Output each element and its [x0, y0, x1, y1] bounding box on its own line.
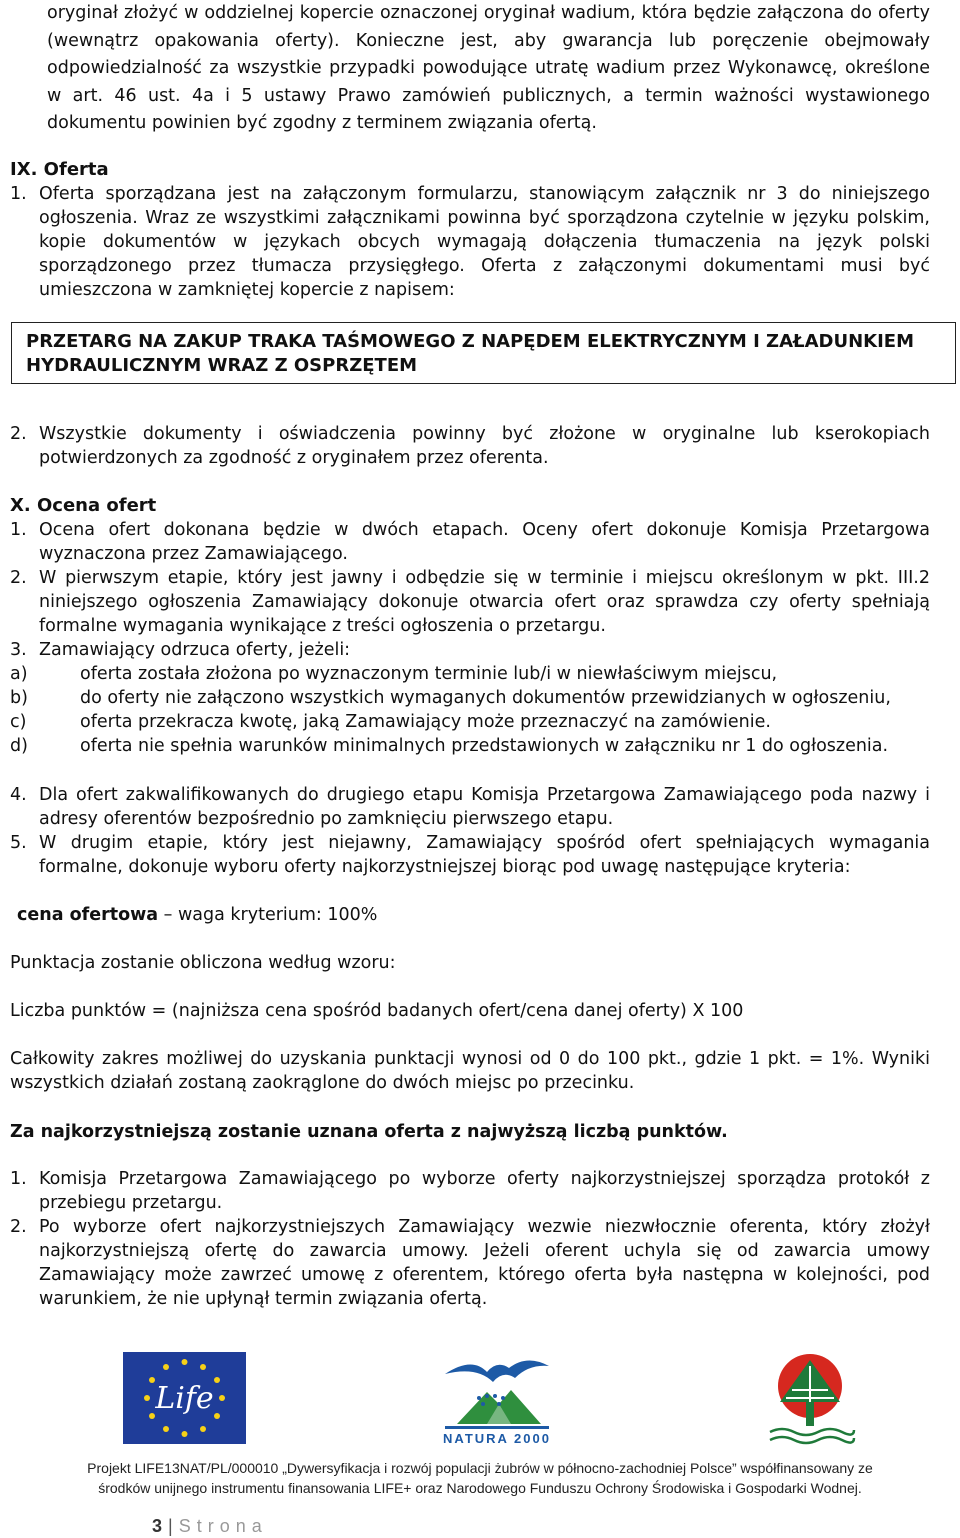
item-text: Wszystkie dokumenty i oświadczenia powinny być złożone w oryginalne lub kserokopiach potwierdzonych za zgodność z oryginałem przez oferenta.: [39, 424, 930, 468]
section-ix-heading: IX. Oferta: [10, 159, 109, 180]
item-letter: a): [10, 664, 28, 684]
item-letter: d): [10, 736, 28, 756]
scoring-intro: Punktacja zostanie obliczona według wzoru:: [10, 953, 396, 973]
item-number: 2.: [10, 568, 27, 588]
item-text: do oferty nie załączono wszystkich wymaganych dokumentów przewidzianych w ogłoszeniu,: [80, 688, 891, 708]
envelope-label-box: PRZETARG NA ZAKUP TRAKA TAŚMOWEGO Z NAPĘDEM ELEKTRYCZNYM I ZAŁADUNKIEM HYDRAULICZNYM WRAZ Z OSPRZĘTEM: [11, 322, 956, 384]
item-number: 3.: [10, 640, 27, 660]
item-text: Ocena ofert dokonana będzie w dwóch etapach. Oceny ofert dokonuje Komisja Przetargowa wyznaczona przez Zamawiającego.: [39, 520, 930, 564]
item-text: Dla ofert zakwalifikowanych do drugiego etapu Komisja Przetargowa Zamawiającego poda nazwy i adresy oferentów bezpośrednio po zamknięciu pierwszego etapu.: [39, 785, 930, 829]
winner-rule: Za najkorzystniejszą zostanie uznana oferta z najwyższą liczbą punktów.: [10, 1122, 728, 1142]
project-footer: [0, 1458, 960, 1498]
scoring-formula: Liczba punktów = (najniższa cena spośród badanych ofert/cena danej oferty) X 100: [10, 1001, 744, 1021]
footer-logos: [0, 1352, 960, 1452]
item-text: Komisja Przetargowa Zamawiającego po wyborze oferty najkorzystniejszej sporządza protokół z przebiegu przetargu.: [39, 1169, 930, 1213]
eu-life-logo-icon: [123, 1352, 246, 1444]
project-footer-line-2: środków unijnego instrumentu finansowania LIFE+ oraz Narodowego Funduszu Ochrony Środowiska i Gospodarki Wodnej.: [98, 1480, 862, 1496]
item-letter: b): [10, 688, 28, 708]
item-text: W drugim etapie, który jest niejawny, Zamawiający spośród ofert spełniających wymagania formalne, dokonuje wyboru oferty najkorzystniejszej biorąc pod uwagę następujące kryteria:: [39, 833, 930, 877]
life-logo-text: Life: [155, 1381, 214, 1416]
section-x-heading: X. Ocena ofert: [10, 495, 157, 516]
scoring-range: Całkowity zakres możliwej do uzyskania punktacji wynosi od 0 do 100 pkt., gdzie 1 pkt. = 1%. Wyniki wszystkich działań zostaną zaokrąglone do dwóch miejsc po przecinku.: [10, 1049, 930, 1093]
item-text: Zamawiający odrzuca oferty, jeżeli:: [39, 640, 351, 660]
item-number: 1.: [10, 184, 27, 204]
criterion-weight: – waga kryterium: 100%: [158, 905, 378, 925]
page-label: Strona: [178, 1516, 268, 1536]
page-number-footer: [152, 1514, 268, 1538]
item-number: 2.: [10, 424, 27, 444]
item-text: Po wyborze ofert najkorzystniejszych Zamawiający wezwie niezwłocznie oferenta, który złożył najkorzystniejszą ofertę do zawarcia umowy. Jeżeli oferent uchyla się od zawarcia umowy Zamawiający może zawrzeć umowę z oferentem, którego oferta była następna w kolejności, pod warunkiem, że nie upłynął termin związania ofertą.: [39, 1217, 930, 1309]
item-text: oferta nie spełnia warunków minimalnych przedstawionych w załączniku nr 1 do ogłoszenia.: [80, 736, 889, 756]
item-number: 1.: [10, 1169, 27, 1189]
item-text: oferta przekracza kwotę, jaką Zamawiający może przeznaczyć na zamówienie.: [80, 712, 771, 732]
item-text: Oferta sporządzana jest na załączonym formularzu, stanowiącym załącznik nr 3 do niniejszego ogłoszenia. Wraz ze wszystkimi załącznikami powinna być sporządzona czytelnie w języku polskim, kopie dokumentów w językach obcych wymagają dołączenia tłumaczenia na język polski sporządzonego przez tłumacza przysięgłego. Oferta z załączonymi dokumentami musi być umieszczona w zamkniętej kopercie z napisem:: [39, 184, 930, 300]
natura-logo-text: NATURA 2000: [443, 1431, 551, 1446]
item-number: 1.: [10, 520, 27, 540]
item-text: W pierwszym etapie, który jest jawny i odbędzie się w terminie i miejscu określonym w pkt. III.2 niniejszego ogłoszenia Zamawiający dokonuje otwarcia ofert oraz sprawdza czy oferty spełniają formalne wymagania wynikające z treści ogłoszenia o przetargu.: [39, 568, 930, 636]
natura-2000-logo-icon: [437, 1352, 557, 1448]
item-letter: c): [10, 712, 27, 732]
item-text: oferta została złożona po wyznaczonym terminie lub/i w niewłaściwym miejscu,: [80, 664, 778, 684]
item-number: 5.: [10, 833, 27, 853]
criterion-name: cena ofertowa: [17, 905, 159, 925]
criterion-line: [17, 903, 937, 927]
nfosigw-logo-icon: [762, 1352, 858, 1450]
page-separator: |: [168, 1516, 173, 1536]
project-footer-line-1: Projekt LIFE13NAT/PL/000010 „Dywersyfikacja i rozwój populacji żubrów w północno-zachodniej Polsce” współfinansowany ze: [87, 1460, 873, 1476]
wadium-paragraph: oryginał złożyć w oddzielnej kopercie oznaczonej oryginał wadium, która będzie załączona do oferty (wewnątrz opakowania oferty). Konieczne jest, aby gwarancja lub poręczenie obejmowały odpowiedzialność za wszystkie przypadki powodujące utratę wadium przez Wykonawcę, określone w art. 46 ust. 4a i 5 ustawy Prawo zamówień publicznych, a termin ważności wystawionego dokumentu powinien być zgodny z terminem związania ofertą.: [47, 3, 930, 134]
page-number: 3: [152, 1516, 163, 1536]
item-number: 2.: [10, 1217, 27, 1237]
item-number: 4.: [10, 785, 27, 805]
